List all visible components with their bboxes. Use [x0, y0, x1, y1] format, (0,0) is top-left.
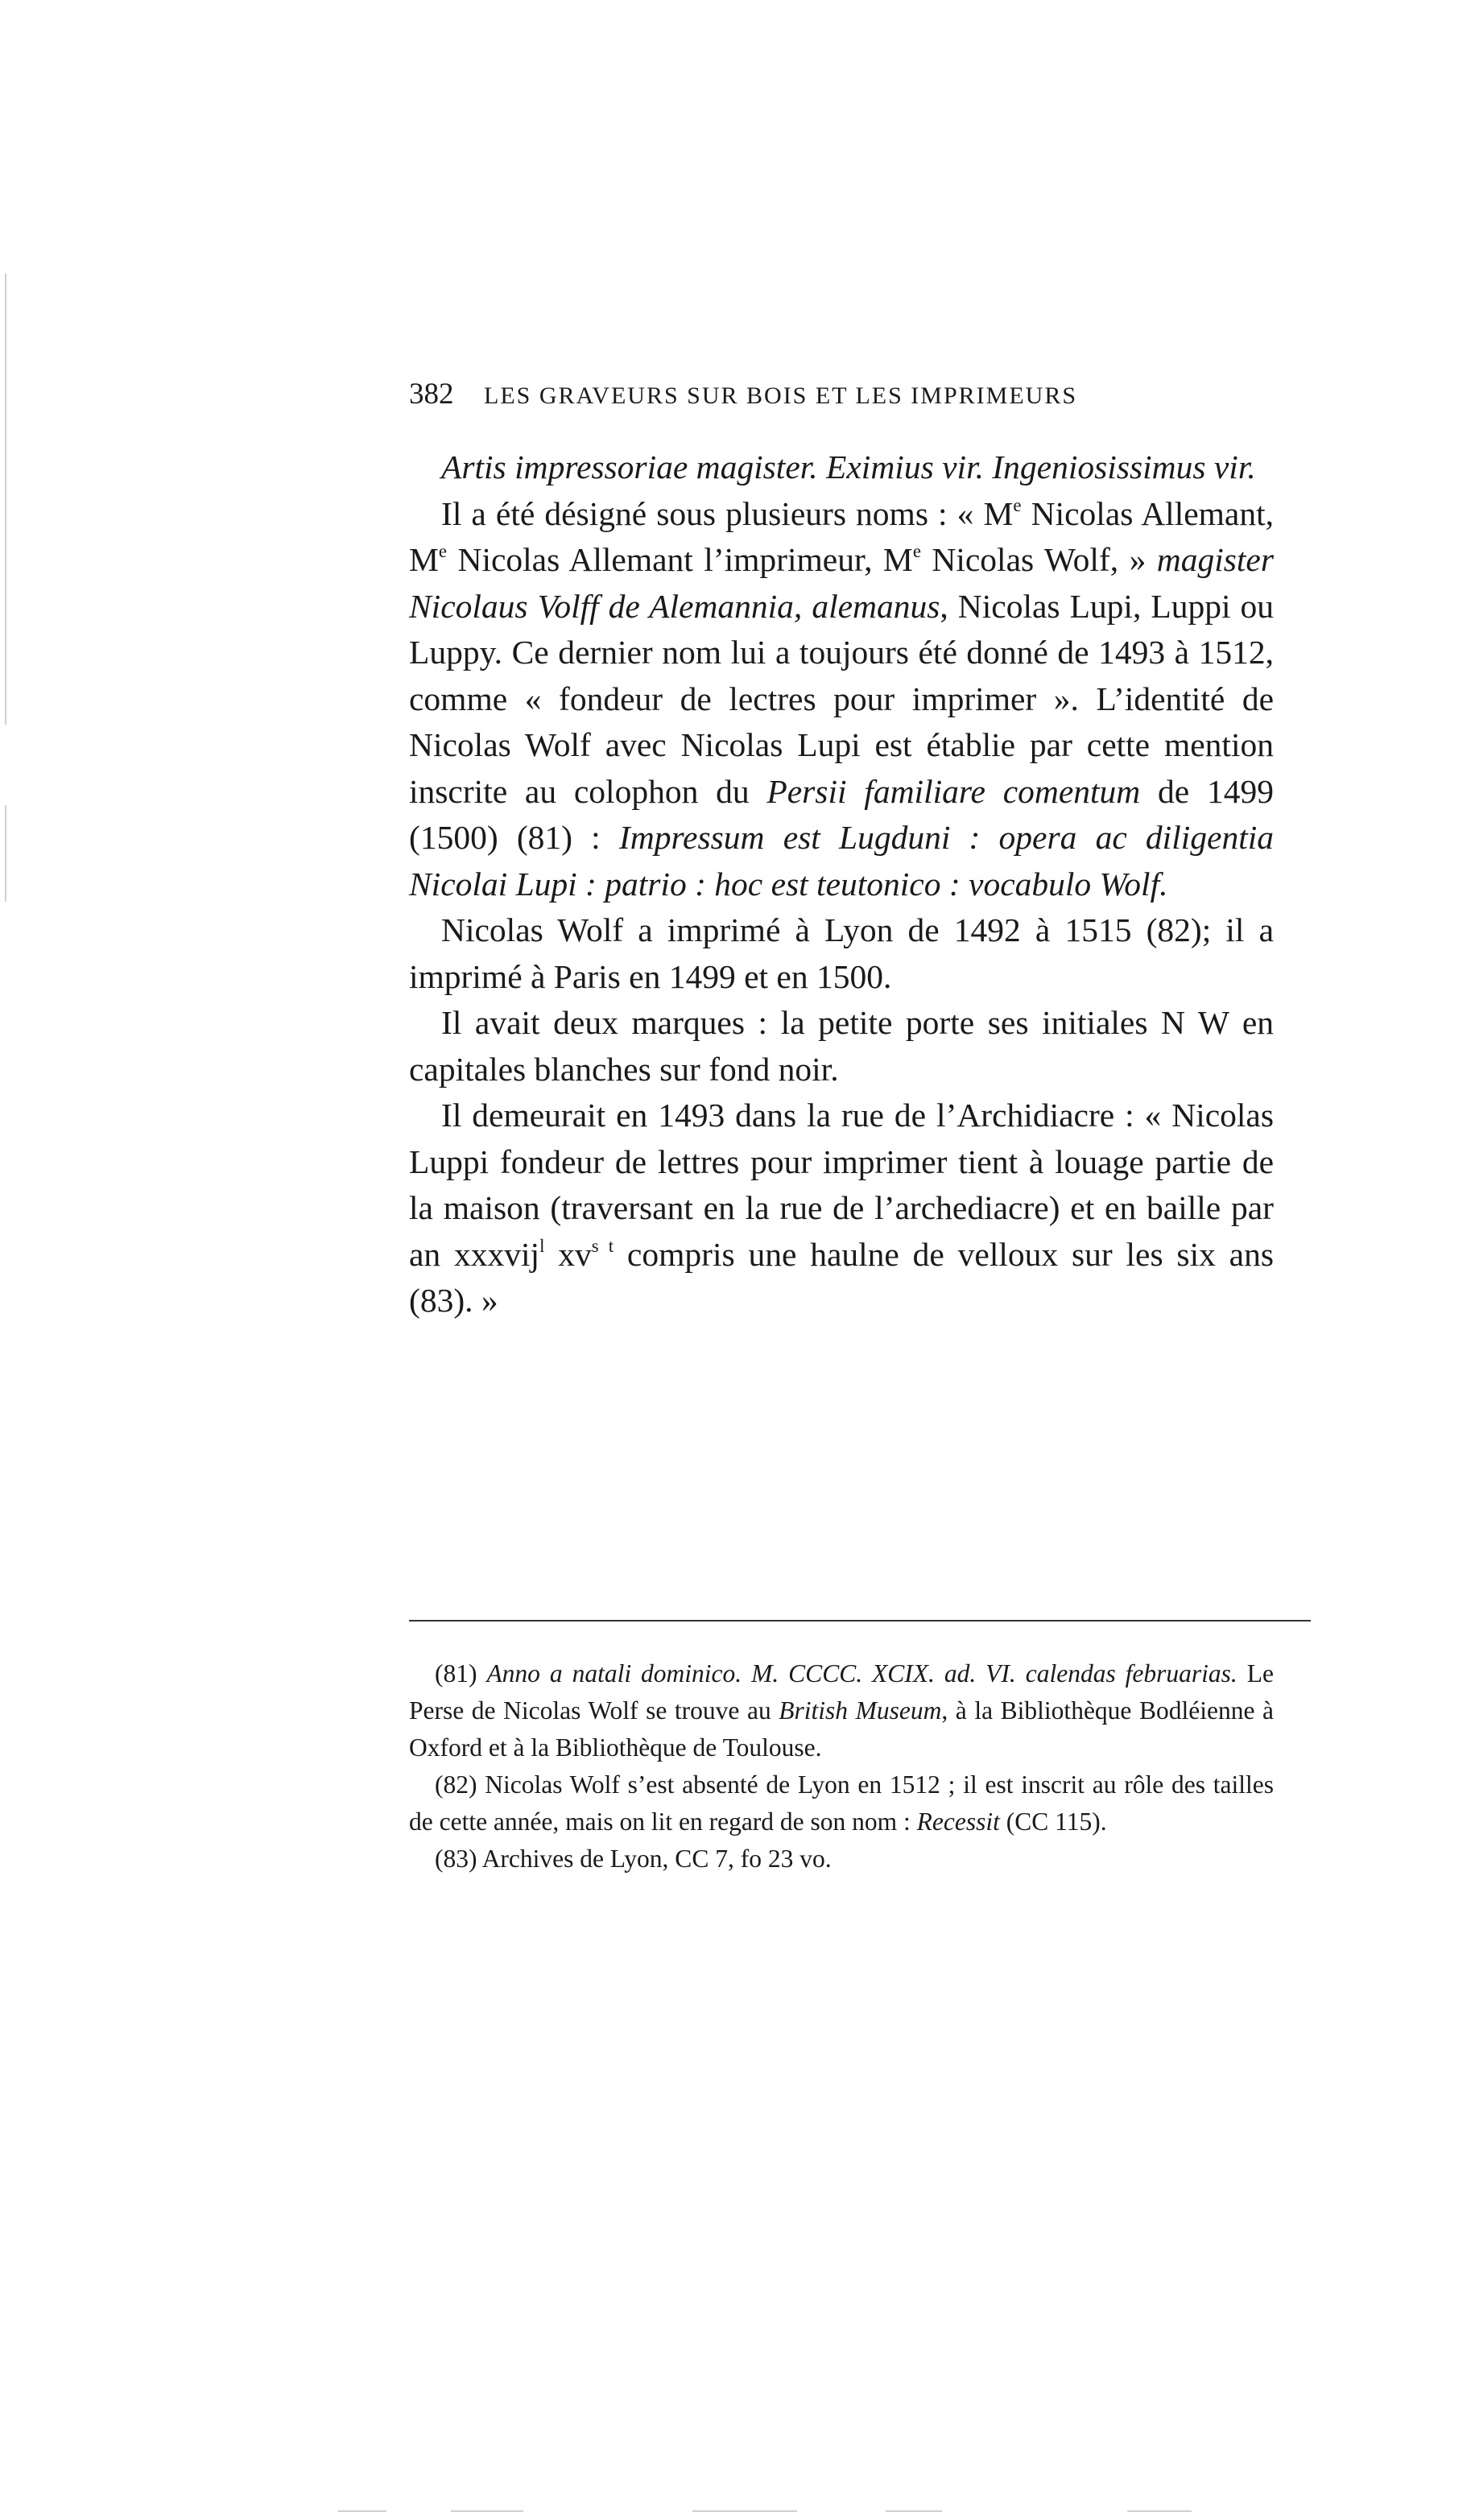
running-title: LES GRAVEURS SUR BOIS ET LES IMPRIMEURS: [484, 382, 1078, 409]
text-run: Le Perse de Nicolas Wolf se trouve au: [409, 1659, 1274, 1725]
scan-edge-mark: [5, 805, 6, 902]
footnote-83: (83) Archives de Lyon, CC 7, fo 23 vo.: [435, 1845, 832, 1873]
superscript: s t: [591, 1235, 614, 1256]
footnote-rule: [409, 1620, 1311, 1621]
text-run: (82) Nicolas Wolf s’est absenté de Lyon en 1512 ; il est inscrit au rôle des tailles de cette année, mais on lit en regard de son nom :: [409, 1770, 1274, 1836]
scan-bottom-mark: [338, 2510, 386, 2512]
scan-bottom-mark: [451, 2510, 523, 2512]
text-run: Nicolas Allemant l’imprimeur, M: [447, 541, 913, 578]
paragraph-names: [409, 491, 1274, 908]
scan-bottom-mark: [886, 2510, 942, 2512]
text-run: , à la Bibliothèque Bodléienne à Oxford et à la Bibliothèque de Toulouse.: [409, 1696, 1274, 1762]
italic-text: Anno a natali dominico. M. CCCC. XCIX. ad. VI. calendas februarias.: [486, 1659, 1237, 1688]
text-run: Nicolas Wolf, »: [920, 541, 1157, 578]
superscript: e: [912, 540, 921, 561]
italic-text: Impressum est Lugduni : opera ac diligentia Nicolai Lupi : patrio : hoc est teutonico : vocabulo Wolf.: [409, 819, 1275, 903]
text-run: Il demeurait en 1493 dans la rue de l’Archidiacre : « Nicolas Luppi fondeur de lettres pour imprimer tient à louage partie de la maison (traversant en la rue de l’archediacre) et en baille par an xxxvij: [409, 1097, 1274, 1273]
text-run: (CC 115).: [999, 1807, 1107, 1836]
paragraph-epithets: [409, 444, 1274, 491]
superscript: l: [539, 1235, 545, 1256]
footnote-number: (81): [435, 1659, 487, 1688]
text-run: Il a été désigné sous plusieurs noms : « M: [441, 494, 1014, 532]
page-number: 382: [409, 378, 454, 411]
text-run: , Nicolas Lupi, Luppi ou Luppy. Ce dernier nom lui a toujours été donné de 1493 à 1512, comme « fondeur de lectres pour imprimer ». L’identité de Nicolas Wolf avec Nicolas Lupi est établie par cette mention inscrite au colophon du: [409, 587, 1274, 810]
italic-text: Persii familiare comentum: [766, 772, 1141, 810]
footnote-81: [409, 1655, 1274, 1766]
footnote-82: [409, 1766, 1274, 1840]
superscript: e: [438, 540, 448, 561]
scan-edge-mark: [5, 274, 6, 725]
scan-bottom-mark: [692, 2510, 797, 2512]
paragraph-marks: Il avait deux marques : la petite porte ses initiales N W en capitales blanches sur fond noir.: [409, 1004, 1274, 1088]
main-text: [409, 444, 1274, 1324]
paragraph-printing-dates: Nicolas Wolf a imprimé à Lyon de 1492 à 1515 (82); il a imprimé à Paris en 1499 et en 1500.: [409, 911, 1274, 995]
footnotes: [409, 1655, 1274, 1878]
text-run: xv: [544, 1235, 592, 1273]
italic-text: magister Nicolaus Volff de Alemannia, alemanus: [409, 541, 1274, 625]
scan-bottom-mark: [1127, 2510, 1192, 2512]
italic-text: British Museum: [779, 1696, 942, 1725]
text-run: compris une haulne de velloux sur les six ans (83). »: [409, 1235, 1274, 1319]
paragraph-residence: [409, 1093, 1274, 1324]
italic-text: Recessit: [916, 1807, 1000, 1836]
text-run: Nicolas Allemant, M: [409, 494, 1274, 578]
text-run: de 1499 (1500) (81) :: [409, 772, 1274, 856]
superscript: e: [1013, 494, 1022, 515]
italic-text: Artis impressoriae magister. Eximius vir. Ingeniosissimus vir.: [441, 448, 1256, 485]
running-header: [409, 378, 1319, 412]
